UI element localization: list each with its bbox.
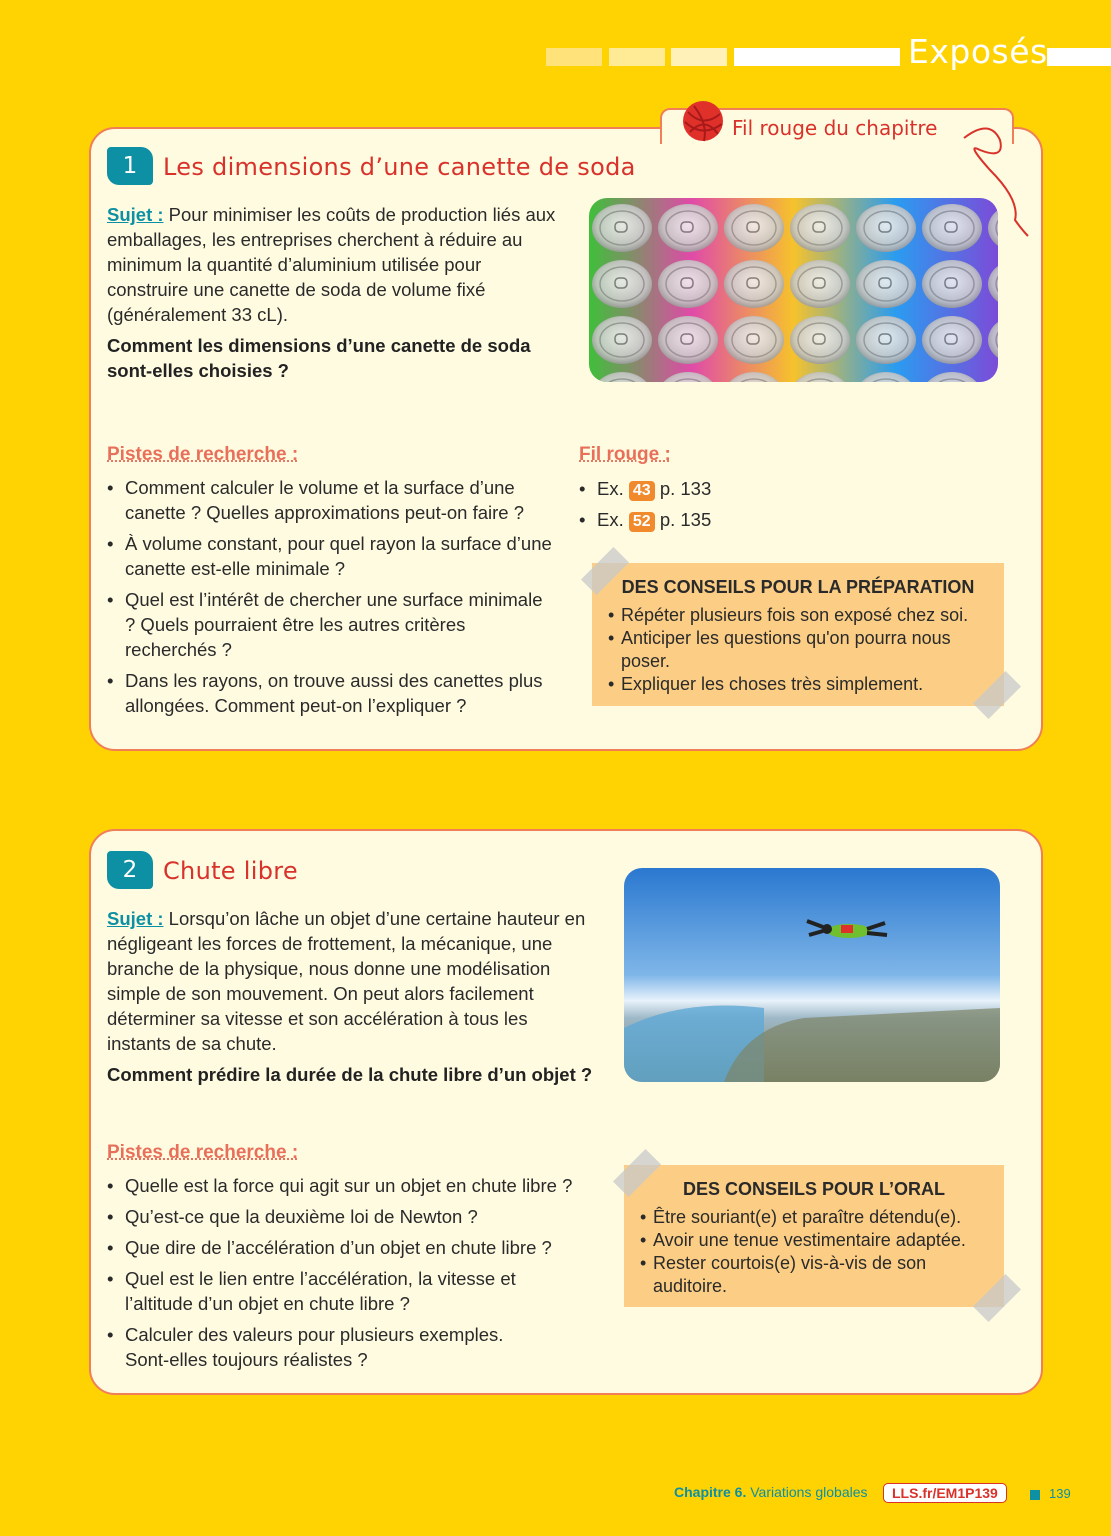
preparation-tips-box <box>592 563 1004 706</box>
list-item: • Calculer des valeurs pour plusieurs exemples. Sont-elles toujours réalistes ? <box>107 1322 535 1372</box>
expose-2-question: Comment prédire la durée de la chute libre d’un objet ? <box>107 1064 593 1085</box>
fil-rouge-item: • Ex. 52 p. 135 <box>579 507 779 532</box>
list-item: • Avoir une tenue vestimentaire adaptée. <box>640 1229 990 1252</box>
list-item: • Rester courtois(e) vis-à-vis de son auditoire. <box>640 1252 990 1298</box>
exercise-badge[interactable]: 43 <box>629 481 655 501</box>
expose-1-sujet <box>107 202 559 327</box>
tips-list <box>624 1206 1004 1298</box>
list-item: • Anticiper les questions qu'on pourra nous poser. <box>608 627 990 673</box>
expose-2-number: 2 <box>107 851 153 889</box>
footer-link[interactable]: LLS.fr/EM1P139 <box>883 1483 1007 1503</box>
sujet-text: Lorsqu’on lâche un objet d’une certaine hauteur en négligeant les forces de frottement, la mécanique, une branche de la physique, nous donne une modélisation simple de son mouvement. On peut alors facilement déterminer sa vitesse et son accélération à tous les instants de sa chute. <box>107 908 586 1054</box>
fil-rouge-heading: Fil rouge : <box>579 444 671 465</box>
sujet-label: Sujet : <box>107 204 164 225</box>
fil-rouge-tab-label: Fil rouge du chapitre <box>732 116 938 140</box>
expose-1-title: Les dimensions d’une canette de soda <box>163 153 636 181</box>
skydiver-photo <box>624 868 1000 1082</box>
list-item: • Que dire de l’accélération d’un objet en chute libre ? <box>107 1235 607 1260</box>
list-item: • Expliquer les choses très simplement. <box>608 673 990 696</box>
sujet-text: Pour minimiser les coûts de production liés aux emballages, les entreprises cherchent à réduire au minimum la quantité d’aluminium utilisée pour construire une canette de soda de volume fixé (généralement 33 cL). <box>107 204 556 325</box>
header-bar-2 <box>609 48 665 66</box>
list-item: • Quelle est la force qui agit sur un objet en chute libre ? <box>107 1173 607 1198</box>
page-number: 139 <box>1049 1486 1071 1501</box>
list-item: • Quel est l’intérêt de chercher une surface minimale ? Quels pourraient être les autres critères recherchés ? <box>107 587 557 662</box>
header-bar-3 <box>671 48 727 66</box>
list-item: • Dans les rayons, on trouve aussi des canettes plus allongées. Comment peut-on l’expliquer ? <box>107 668 557 718</box>
oral-tips-box <box>624 1165 1004 1307</box>
list-item: • Qu’est-ce que la deuxième loi de Newton ? <box>107 1204 607 1229</box>
footer-chapter: Chapitre 6. Variations globales <box>674 1484 868 1500</box>
list-item: • À volume constant, pour quel rayon la surface d’une canette est-elle minimale ? <box>107 531 557 581</box>
expose-1-number: 1 <box>107 147 153 185</box>
tips-list <box>592 604 1004 696</box>
section-title: Exposés <box>908 32 1048 71</box>
expose-2-sujet <box>107 906 591 1056</box>
soda-cans-photo <box>589 198 998 382</box>
list-item: • Comment calculer le volume et la surface d’une canette ? Quelles approximations peut-on faire ? <box>107 475 557 525</box>
header-bar-4 <box>734 48 900 66</box>
list-item: • Répéter plusieurs fois son exposé chez soi. <box>608 604 990 627</box>
tips-title: DES CONSEILS POUR LA PRÉPARATION <box>621 577 975 597</box>
expose-1-pistes-heading: Pistes de recherche : <box>107 444 299 465</box>
expose-2-pistes-list <box>107 1173 607 1378</box>
fil-rouge-list <box>579 476 779 538</box>
sujet-label: Sujet : <box>107 908 164 929</box>
header-bar-1 <box>546 48 602 66</box>
fil-rouge-item: • Ex. 43 p. 133 <box>579 476 779 501</box>
exercise-badge[interactable]: 52 <box>629 512 655 532</box>
footer-square-icon <box>1030 1490 1040 1500</box>
yarn-ball-icon <box>680 98 728 144</box>
list-item: • Quel est le lien entre l’accélération, la vitesse et l’altitude d’un objet en chute libre ? <box>107 1266 555 1316</box>
tips-title: DES CONSEILS POUR L’ORAL <box>682 1179 946 1199</box>
list-item: • Être souriant(e) et paraître détendu(e). <box>640 1206 990 1229</box>
expose-1-pistes-list <box>107 475 557 724</box>
header-bar-5 <box>1047 48 1111 66</box>
expose-2-title: Chute libre <box>163 857 298 885</box>
expose-2-pistes-heading: Pistes de recherche : <box>107 1142 299 1163</box>
expose-1-question: Comment les dimensions d’une canette de soda sont-elles choisies ? <box>107 335 531 381</box>
